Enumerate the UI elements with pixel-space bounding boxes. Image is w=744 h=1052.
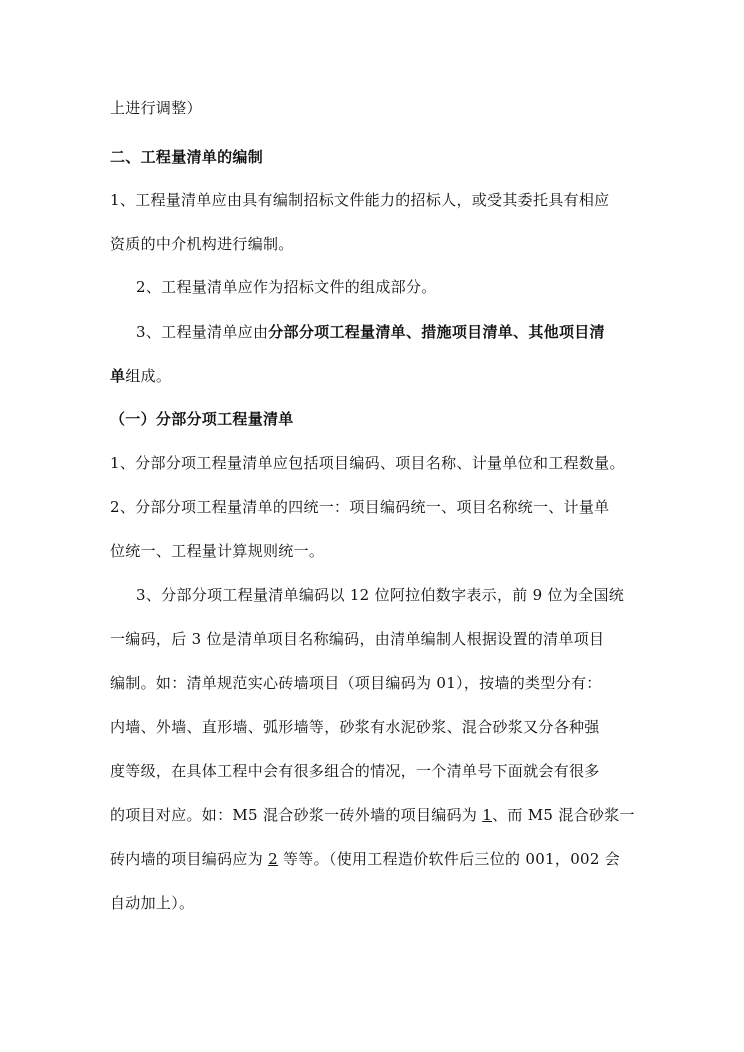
text-line: 上进行调整） <box>110 99 202 117</box>
text-line: 内墙、外墙、直形墙、弧形墙等，砂浆有水泥砂浆、混合砂浆又分各种强 <box>110 718 600 736</box>
underlined-code: 1 <box>482 806 493 824</box>
text-line <box>136 322 605 342</box>
text-line: 1、工程量清单应由具有编制招标文件能力的招标人，或受其委托具有相应 <box>110 191 610 209</box>
bold-text-run: 单 <box>110 367 126 385</box>
subsection-heading: （一）分部分项工程量清单 <box>110 410 294 428</box>
text-line <box>110 805 635 825</box>
section-heading: 二、工程量清单的编制 <box>110 148 264 166</box>
text-run: 3、工程量清单应由 <box>136 323 269 341</box>
text-line: 一编码，后 3 位是清单项目名称编码，由清单编制人根据设置的清单项目 <box>110 630 605 648</box>
text-line: 度等级，在具体工程中会有很多组合的情况，一个清单号下面就会有很多 <box>110 762 600 780</box>
text-line <box>110 366 171 386</box>
text-line: 自动加上）。 <box>110 894 195 912</box>
text-run: 、而 M5 混合砂浆一 <box>492 806 635 824</box>
text-line: 1、分部分项工程量清单应包括项目编码、项目名称、计量单位和工程数量。 <box>110 454 625 472</box>
text-line: 2、工程量清单应作为招标文件的组成部分。 <box>136 278 437 296</box>
text-line: 资质的中介机构进行编制。 <box>110 235 294 253</box>
text-run: 砖内墙的项目编码应为 <box>110 850 269 868</box>
text-run: 组成。 <box>125 367 172 385</box>
text-run: 等等。（使用工程造价软件后三位的 001，002 会 <box>277 850 621 868</box>
text-run: 的项目对应。如：M5 混合砂浆一砖外墙的项目编码为 <box>110 806 483 824</box>
underlined-code: 2 <box>268 850 278 868</box>
text-line <box>110 849 620 869</box>
text-line: 编制。如：清单规范实心砖墙项目（项目编码为 01），按墙的类型分有： <box>110 674 602 692</box>
text-line: 2、分部分项工程量清单的四统一：项目编码统一、项目名称统一、计量单 <box>110 498 610 516</box>
text-line: 3、分部分项工程量清单编码以 12 位阿拉伯数字表示，前 9 位为全国统 <box>136 586 625 604</box>
text-line: 位统一、工程量计算规则统一。 <box>110 542 325 560</box>
bold-text-run: 分部分项工程量清单、措施项目清单、其他项目清 <box>268 323 605 341</box>
